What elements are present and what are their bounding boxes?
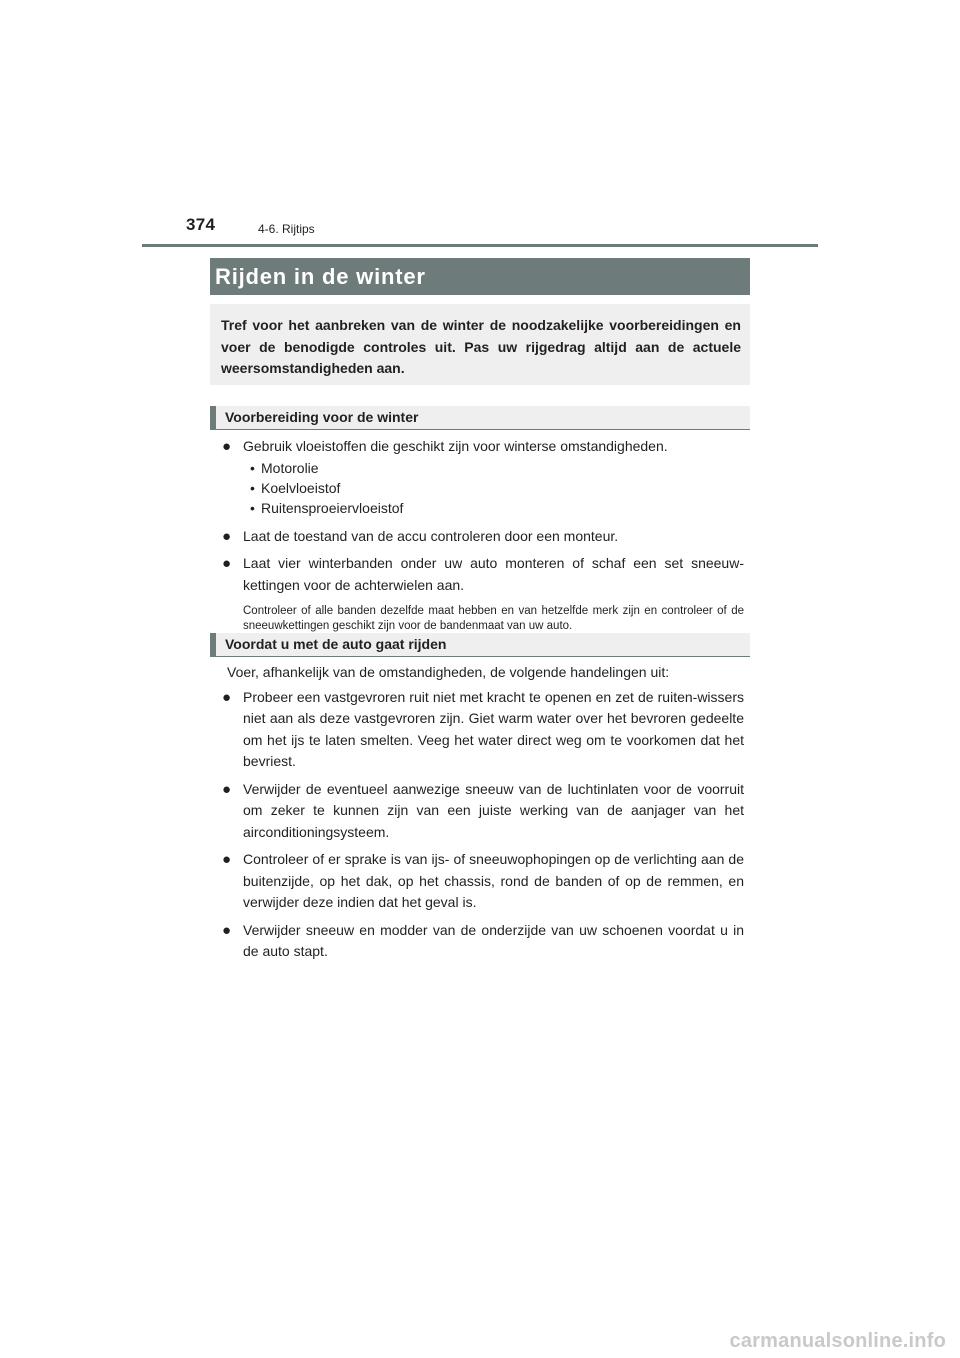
page-title: Rijden in de winter bbox=[210, 258, 750, 295]
bullet-icon: ● bbox=[222, 527, 232, 545]
list-item-text: Controleer of er sprake is van ijs- of sneeuwophopingen op de verlichting aan de buitenzijde, op het dak, op het chassis, rond de banden of op de remmen, en verwijder deze indien dat het geval is. bbox=[243, 851, 744, 910]
sub-list-item-text: Motorolie bbox=[261, 459, 319, 476]
bullet-icon: ● bbox=[222, 438, 232, 455]
sub-list-item bbox=[222, 458, 744, 478]
list-item bbox=[222, 687, 744, 773]
list-item bbox=[222, 553, 744, 596]
dot-icon: • bbox=[250, 499, 255, 516]
list-item-text: Laat vier winterbanden onder uw auto monteren of schaf een set sneeuw-kettingen voor de achterwielen aan. bbox=[243, 555, 744, 593]
section-intro-text: Voer, afhankelijk van de omstandigheden, de volgende handelingen uit: bbox=[227, 664, 670, 680]
bullet-icon: ● bbox=[222, 555, 232, 572]
list-item bbox=[222, 779, 744, 844]
page-number: 374 bbox=[186, 215, 216, 234]
list-item-text: Gebruik vloeistoffen die geschikt zijn voor winterse omstandigheden. bbox=[243, 438, 668, 454]
sub-list-item bbox=[222, 498, 744, 518]
section-heading-before-driving bbox=[210, 633, 750, 657]
header-divider bbox=[142, 244, 818, 247]
watermark: carmanualsonline.info bbox=[729, 1330, 946, 1352]
list-item bbox=[222, 436, 744, 458]
intro-box bbox=[210, 304, 750, 385]
section-heading-text: Voorbereiding voor de winter bbox=[225, 409, 419, 425]
list-item-text: Probeer een vastgevroren ruit niet met kracht te openen en zet de ruiten-wissers niet aan als deze vastgevroren zijn. Giet warm water over het bevroren gedeelte om het ijs te laten smelten. Veeg het water direct weg om te voorkomen dat het bevriest. bbox=[243, 688, 744, 769]
list-item bbox=[222, 849, 744, 914]
dot-icon: • bbox=[250, 479, 255, 496]
section-preparation-content bbox=[222, 436, 744, 633]
bullet-icon: ● bbox=[222, 921, 232, 939]
bullet-icon: ● bbox=[222, 780, 232, 798]
sub-list-item-text: Ruitensproeiervloeistof bbox=[261, 499, 404, 516]
section-heading-preparation bbox=[210, 406, 750, 430]
dot-icon: • bbox=[250, 459, 255, 476]
list-item bbox=[222, 526, 744, 548]
list-item-text: Laat de toestand van de accu controleren door een monteur. bbox=[243, 527, 619, 544]
bullet-icon: ● bbox=[222, 851, 232, 868]
bullet-icon: ● bbox=[222, 688, 232, 706]
list-item-text: Verwijder sneeuw en modder van de onderzijde van uw schoenen voordat u in de auto stapt. bbox=[243, 921, 744, 959]
section-reference: 4-6. Rijtips bbox=[258, 222, 315, 236]
note-text: Controleer of alle banden dezelfde maat hebben en van hetzelfde merk zijn en controleer of de sneeuwkettingen geschikt zijn voor de bandenmaat van uw auto. bbox=[243, 605, 744, 632]
section-heading-text: Voordat u met de auto gaat rijden bbox=[225, 636, 447, 652]
list-item-text: Verwijder de eventueel aanwezige sneeuw van de luchtinlaten voor de voorruit om zeker te kunnen zijn van een juiste werking van de aanjager van het airconditioningsysteem. bbox=[243, 780, 744, 840]
intro-text: Tref voor het aanbreken van de winter de noodzakelijke voorbereidingen en voer de benodigde controles uit. Pas uw rijgedrag altijd aan de actuele weersomstandigheden aan. bbox=[221, 317, 741, 376]
sub-list-item-text: Koelvloeistof bbox=[261, 479, 341, 496]
section-before-driving-content bbox=[222, 662, 744, 963]
list-item bbox=[222, 920, 744, 963]
sub-list-item bbox=[222, 478, 744, 498]
